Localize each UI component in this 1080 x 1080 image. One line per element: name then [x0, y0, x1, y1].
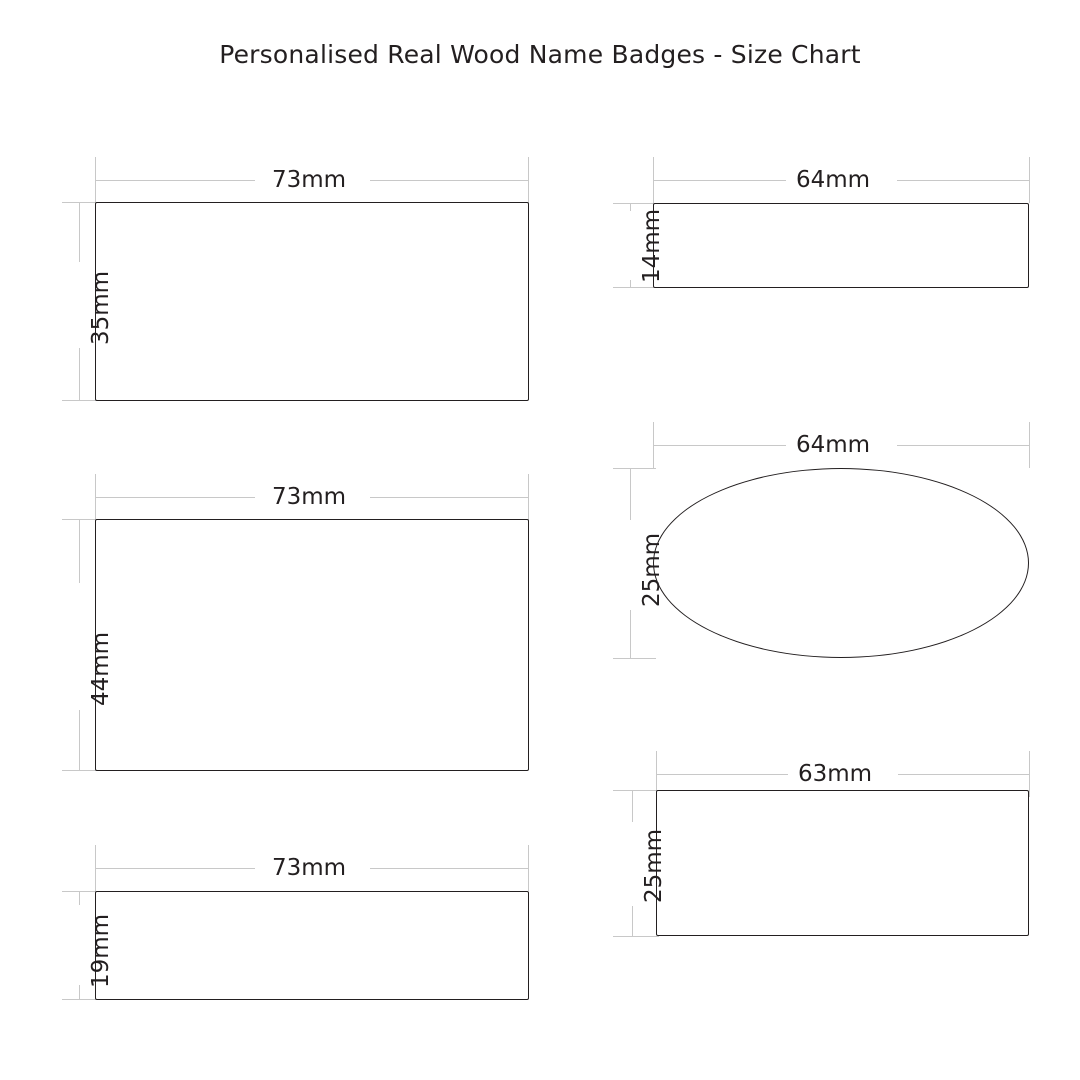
badge-2-shape[interactable]: [653, 203, 1029, 288]
page-title: Personalised Real Wood Name Badges - Size Chart: [219, 40, 861, 69]
badge-5-height-line-top: [79, 891, 80, 905]
badge-5-height-tick-top: [62, 891, 98, 892]
badge-6-height-label: 25mm: [641, 828, 667, 903]
badge-6-height-tick-bottom: [613, 936, 659, 937]
badge-2-height-line-top: [630, 203, 631, 211]
badge-2-height-line-bottom: [630, 280, 631, 288]
badge-1-height-label: 35mm: [88, 270, 114, 345]
badge-6-shape[interactable]: [656, 790, 1029, 936]
badge-4-height-line-top: [630, 468, 631, 520]
badge-2-width-line-right: [897, 180, 1029, 181]
badge-4-height-line-bottom: [630, 610, 631, 658]
badge-1-height-line-top: [79, 202, 80, 262]
badge-4-width-label: 64mm: [796, 432, 871, 458]
badge-6-width-line-left: [656, 774, 788, 775]
badge-6-width-label: 63mm: [798, 761, 873, 787]
badge-4-width-tick-right: [1029, 422, 1030, 468]
badge-5-height-tick-bottom: [62, 999, 98, 1000]
badge-1-height-tick-bottom: [62, 400, 98, 401]
badge-4-width-line-left: [653, 445, 786, 446]
badge-4-shape[interactable]: [653, 468, 1029, 658]
badge-2-width-tick-right: [1029, 157, 1030, 203]
badge-1-width-line-right: [370, 180, 528, 181]
badge-1-height-tick-top: [62, 202, 98, 203]
badge-6-width-line-right: [898, 774, 1029, 775]
badge-4-height-tick-top: [613, 468, 656, 469]
badge-1-width-tick-right: [528, 157, 529, 203]
badge-6-width-tick-right: [1029, 751, 1030, 797]
badge-5-height-label: 19mm: [88, 913, 114, 988]
badge-3-width-line-right: [370, 497, 528, 498]
badge-1-height-line-bottom: [79, 348, 80, 400]
badge-3-width-line-left: [95, 497, 255, 498]
badge-6-height-line-bottom: [632, 906, 633, 936]
badge-4-height-tick-bottom: [613, 658, 656, 659]
badge-3-shape[interactable]: [95, 519, 529, 771]
badge-2-width-label: 64mm: [796, 167, 871, 193]
badge-2-height-tick-bottom: [613, 287, 656, 288]
badge-5-width-line-left: [95, 868, 255, 869]
badge-5-width-line-right: [370, 868, 528, 869]
badge-4-width-line-right: [897, 445, 1029, 446]
badge-3-height-label: 44mm: [88, 631, 114, 706]
badge-3-width-label: 73mm: [272, 484, 347, 510]
badge-5-width-label: 73mm: [272, 855, 347, 881]
badge-6-height-tick-top: [613, 790, 659, 791]
badge-3-width-tick-right: [528, 474, 529, 520]
badge-5-shape[interactable]: [95, 891, 529, 1000]
badge-1-width-line-left: [95, 180, 255, 181]
badge-2-height-label: 14mm: [639, 208, 665, 283]
badge-2-height-tick-top: [613, 203, 656, 204]
badge-5-height-line-bottom: [79, 985, 80, 999]
badge-3-height-tick-top: [62, 519, 98, 520]
badge-3-height-line-top: [79, 519, 80, 583]
badge-3-height-line-bottom: [79, 710, 80, 770]
badge-2-width-line-left: [653, 180, 786, 181]
badge-5-width-tick-right: [528, 845, 529, 891]
badge-6-height-line-top: [632, 790, 633, 822]
badge-1-width-label: 73mm: [272, 167, 347, 193]
badge-3-height-tick-bottom: [62, 770, 98, 771]
badge-1-shape[interactable]: [95, 202, 529, 401]
badge-4-height-label: 25mm: [639, 532, 665, 607]
